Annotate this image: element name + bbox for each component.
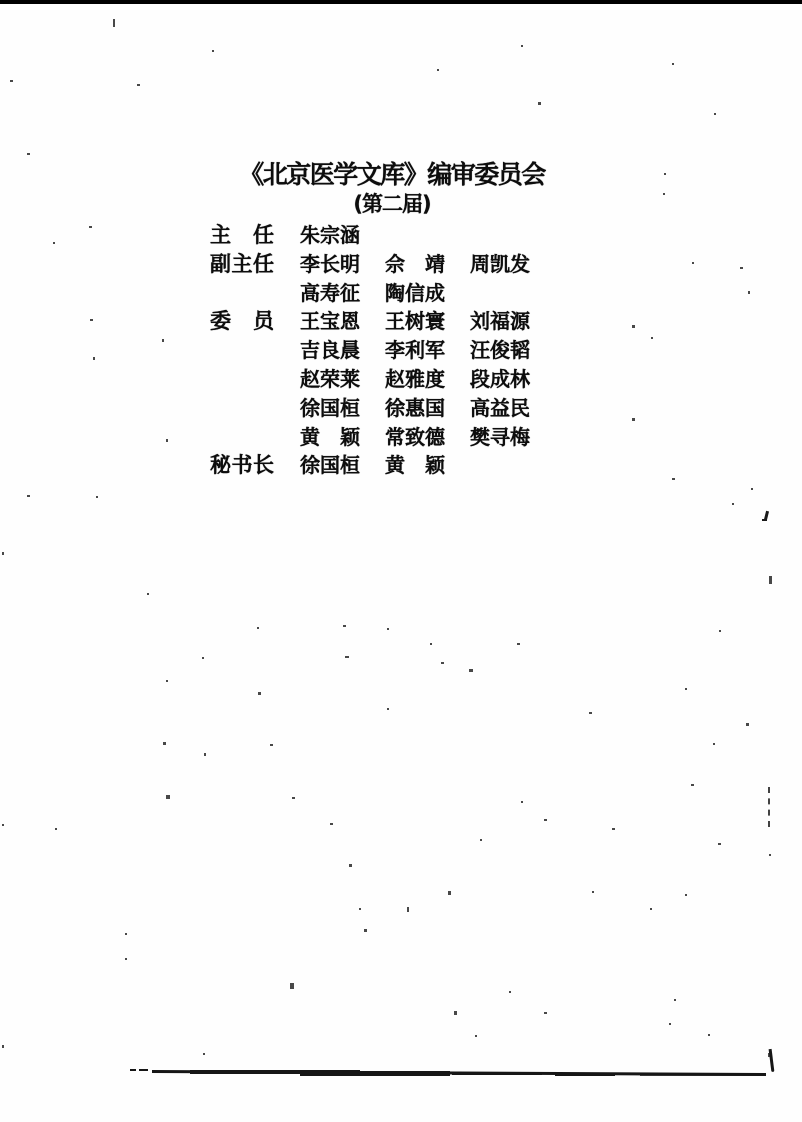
page-subtitle: (第二届) bbox=[353, 192, 431, 216]
scan-speck bbox=[96, 496, 98, 498]
scan-speck bbox=[204, 753, 206, 756]
scan-rule-thin bbox=[640, 1074, 766, 1076]
scan-speck bbox=[632, 325, 635, 328]
scan-speck bbox=[691, 784, 694, 786]
scan-speck bbox=[2, 552, 4, 555]
committee-row bbox=[210, 219, 610, 248]
scan-edge-bar bbox=[0, 0, 802, 4]
committee-list bbox=[210, 219, 610, 478]
scan-speck bbox=[538, 102, 541, 105]
scan-speck bbox=[137, 84, 140, 86]
member-name: 段成林 bbox=[470, 366, 530, 391]
scan-speck bbox=[437, 69, 439, 71]
member-name: 黄 颖 bbox=[385, 453, 445, 478]
member-name: 佘 靖 bbox=[385, 251, 445, 276]
scan-speck bbox=[203, 1053, 205, 1055]
scan-speck bbox=[521, 801, 523, 803]
scan-speck bbox=[448, 891, 451, 895]
scan-speck bbox=[672, 478, 675, 480]
role-label: 副主任 bbox=[210, 251, 275, 276]
committee-row bbox=[210, 334, 610, 363]
scan-speck bbox=[589, 712, 592, 714]
scan-speck bbox=[768, 1053, 770, 1057]
committee-row bbox=[210, 305, 610, 334]
scan-speck bbox=[290, 983, 294, 989]
scan-speck bbox=[359, 908, 361, 910]
scan-speck bbox=[651, 337, 653, 339]
scan-speck bbox=[521, 45, 523, 47]
scan-speck bbox=[430, 643, 432, 645]
scan-speck bbox=[113, 19, 115, 27]
member-name: 李利军 bbox=[385, 338, 445, 363]
scan-speck bbox=[454, 1011, 457, 1015]
scan-speck bbox=[202, 657, 204, 659]
scan-speck bbox=[719, 630, 721, 632]
scan-speck bbox=[592, 891, 594, 893]
scan-speck bbox=[345, 656, 349, 658]
member-name: 吉良晨 bbox=[300, 338, 360, 363]
member-name: 周凯发 bbox=[470, 251, 530, 276]
committee-row bbox=[210, 421, 610, 450]
scan-speck bbox=[692, 262, 694, 264]
scan-speck bbox=[387, 708, 389, 710]
scan-speck bbox=[740, 267, 743, 269]
scan-rule-dash bbox=[130, 1069, 136, 1071]
committee-row bbox=[210, 363, 610, 392]
scan-speck bbox=[544, 1012, 547, 1014]
scan-speck bbox=[708, 1034, 710, 1036]
role-label: 主 任 bbox=[210, 223, 275, 247]
scan-speck bbox=[257, 627, 259, 629]
scan-speck bbox=[718, 843, 721, 845]
member-name: 徐国桓 bbox=[300, 453, 360, 478]
member-name: 刘福源 bbox=[470, 309, 530, 334]
committee-row bbox=[210, 449, 610, 478]
role-label: 委 员 bbox=[210, 309, 275, 334]
scan-speck bbox=[387, 628, 389, 630]
scan-speck bbox=[343, 625, 346, 627]
scan-rule-thick bbox=[452, 1072, 542, 1075]
member-name: 赵雅度 bbox=[385, 366, 445, 391]
scan-speck bbox=[509, 991, 511, 993]
scan-speck bbox=[751, 488, 753, 490]
scan-speck bbox=[10, 80, 13, 82]
member-name: 王宝恩 bbox=[300, 309, 360, 334]
scan-speck bbox=[650, 908, 652, 910]
scan-dashed-mark bbox=[768, 787, 770, 827]
scan-speck bbox=[544, 819, 547, 821]
scan-speck bbox=[663, 193, 665, 195]
scan-speck bbox=[163, 742, 166, 745]
scan-speck bbox=[480, 839, 482, 841]
role-label: 秘书长 bbox=[210, 453, 275, 478]
scan-speck bbox=[212, 50, 214, 52]
scan-speck bbox=[748, 291, 750, 294]
member-name: 高益民 bbox=[470, 395, 530, 420]
member-name: 樊寻梅 bbox=[470, 424, 530, 449]
scan-speck bbox=[769, 854, 771, 856]
scan-speck bbox=[632, 418, 635, 421]
scan-speck bbox=[166, 795, 170, 799]
member-name: 高寿征 bbox=[300, 280, 360, 305]
scan-speck bbox=[55, 828, 57, 830]
scan-speck bbox=[685, 894, 687, 896]
scan-speck bbox=[469, 669, 473, 672]
member-name: 陶信成 bbox=[385, 280, 445, 305]
member-name: 徐惠国 bbox=[385, 395, 445, 420]
scan-speck bbox=[89, 226, 92, 228]
scan-speck bbox=[364, 929, 367, 932]
scan-speck bbox=[125, 958, 127, 960]
member-name: 徐国桓 bbox=[300, 395, 360, 420]
scan-speck bbox=[769, 576, 772, 584]
scan-speck bbox=[93, 357, 95, 360]
scan-speck bbox=[672, 63, 674, 65]
scan-speck bbox=[330, 823, 333, 825]
member-name: 朱宗涵 bbox=[300, 223, 360, 247]
scan-speck bbox=[292, 797, 295, 799]
scan-speck bbox=[612, 828, 615, 830]
scan-speck bbox=[162, 339, 164, 342]
scan-speck bbox=[746, 723, 749, 726]
scan-speck bbox=[349, 864, 352, 867]
scan-speck bbox=[27, 495, 30, 497]
scan-speck bbox=[407, 907, 409, 912]
scan-speck bbox=[669, 1023, 671, 1025]
scan-speck bbox=[2, 1045, 4, 1048]
scan-speck bbox=[441, 662, 444, 664]
scan-speck bbox=[125, 933, 127, 935]
member-name: 常致德 bbox=[385, 424, 445, 449]
scan-speck bbox=[664, 173, 666, 175]
member-name: 李长明 bbox=[300, 251, 360, 276]
scan-speck bbox=[2, 824, 4, 826]
member-name: 赵荣莱 bbox=[300, 366, 360, 391]
scan-speck bbox=[713, 743, 715, 745]
member-name: 黄 颖 bbox=[300, 424, 360, 449]
scan-speck bbox=[166, 439, 168, 442]
scan-speck bbox=[147, 593, 149, 595]
member-name: 王树寰 bbox=[385, 309, 445, 334]
scan-speck bbox=[732, 503, 734, 505]
scan-speck bbox=[762, 519, 767, 521]
committee-row bbox=[210, 248, 610, 277]
scan-speck bbox=[90, 319, 93, 321]
scan-rule-thick bbox=[300, 1071, 450, 1076]
scan-speck bbox=[475, 1035, 477, 1037]
scan-speck bbox=[27, 153, 30, 155]
committee-row bbox=[210, 277, 610, 306]
scan-speck bbox=[270, 744, 273, 746]
scan-speck bbox=[674, 999, 676, 1001]
scan-speck bbox=[685, 688, 687, 690]
member-name: 汪俊韬 bbox=[470, 338, 530, 363]
committee-row bbox=[210, 392, 610, 421]
scan-speck bbox=[166, 680, 168, 682]
scan-speck bbox=[53, 242, 55, 244]
scan-rule-dash bbox=[139, 1069, 148, 1071]
scan-speck bbox=[517, 643, 520, 645]
page-title: 《北京医学文库》编审委员会 bbox=[239, 160, 545, 189]
scan-rule-thick bbox=[555, 1073, 615, 1076]
scan-speck bbox=[258, 692, 261, 695]
scan-speck bbox=[714, 113, 716, 115]
